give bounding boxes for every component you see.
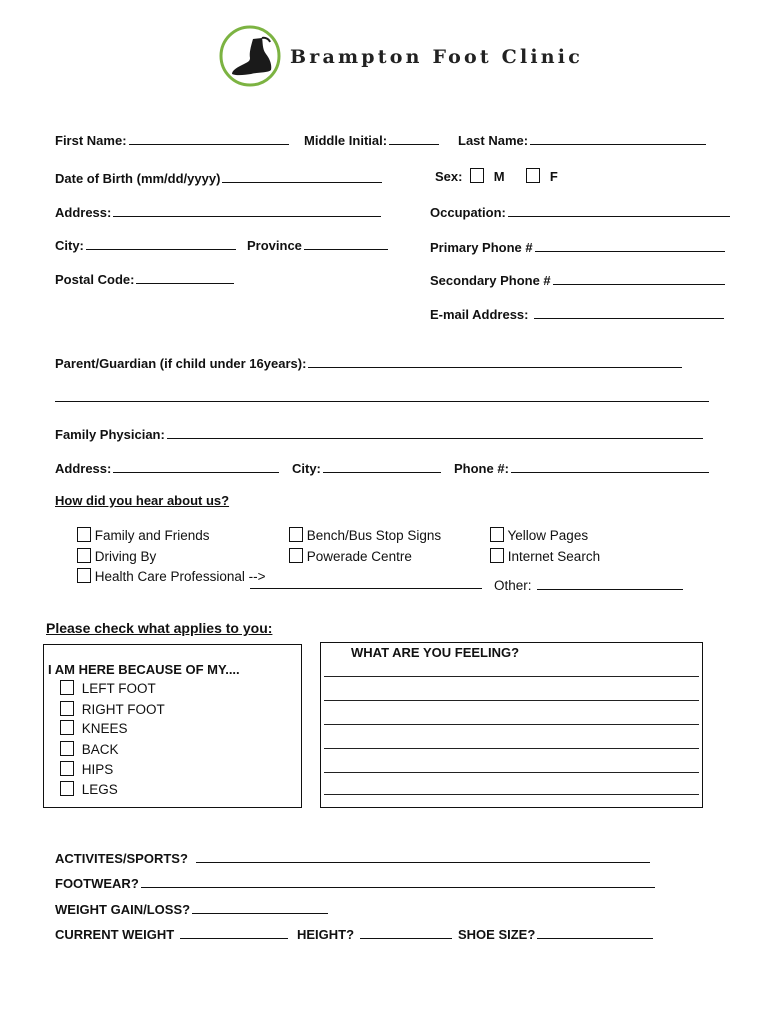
province-field[interactable] [247,237,388,253]
footwear-line[interactable] [141,875,655,888]
family-physician-label: Family Physician: [55,427,165,442]
checkbox-icon[interactable] [490,527,504,542]
feeling-box [320,642,703,808]
referral-option-label: Driving By [94,549,157,564]
referral-option-health-care[interactable] [77,568,265,584]
body-part-back[interactable] [60,741,119,757]
current-weight-field[interactable] [55,926,288,942]
city-field[interactable] [55,237,236,253]
body-part-label: LEGS [81,782,118,797]
referral-other-line[interactable] [537,577,683,590]
referral-other-field[interactable] [494,577,683,593]
last-name-label: Last Name: [458,133,529,148]
secondary-phone-line[interactable] [553,272,725,285]
address-label: Address: [55,205,112,220]
dob-label: Date of Birth (mm/dd/yyyy) [55,171,221,186]
checkbox-icon[interactable] [60,781,74,796]
activities-label: ACTIVITES/SPORTS? [55,851,188,866]
activities-field[interactable] [55,850,650,866]
middle-initial-line[interactable] [389,132,439,145]
checkbox-icon[interactable] [490,548,504,563]
guardian-line[interactable] [308,355,682,368]
primary-phone-line[interactable] [535,239,725,252]
last-name-field[interactable] [458,132,706,148]
referral-option-label: Powerade Centre [306,549,412,564]
checkbox-icon[interactable] [77,568,91,583]
checkbox-icon[interactable] [60,720,74,735]
checkbox-icon[interactable] [77,548,91,563]
body-part-knees[interactable] [60,720,128,736]
clinic-logo [218,24,282,88]
referral-option-internet[interactable] [490,548,600,564]
height-label: HEIGHT? [297,927,355,942]
physician-city-field[interactable] [292,460,441,476]
body-part-label: BACK [81,742,119,757]
sex-f-label: F [549,169,558,184]
postal-code-field[interactable] [55,271,234,287]
address-line[interactable] [113,204,381,217]
foot-logo-icon [218,24,282,88]
checkbox-icon[interactable] [60,701,74,716]
province-line[interactable] [304,237,388,250]
referral-option-yellow-pages[interactable] [490,527,588,543]
referral-option-label: Bench/Bus Stop Signs [306,528,442,543]
province-label: Province [247,238,302,253]
sex-label: Sex: [435,169,463,184]
body-part-hips[interactable] [60,761,113,777]
shoe-size-field[interactable] [458,926,653,942]
dob-line[interactable] [222,170,382,183]
body-part-right-foot[interactable] [60,701,165,717]
occupation-line[interactable] [508,204,730,217]
middle-initial-field[interactable] [304,132,439,148]
feeling-line[interactable] [324,724,699,725]
checkbox-icon[interactable] [289,548,303,563]
dob-field[interactable] [55,170,382,186]
sex-field [435,168,558,184]
body-part-label: KNEES [81,721,128,736]
physician-city-label: City: [292,461,321,476]
city-label: City: [55,238,84,253]
height-field[interactable] [297,926,452,942]
health-care-line[interactable] [250,588,482,589]
body-part-label: HIPS [81,762,114,777]
guardian-line-2[interactable] [55,401,709,402]
sex-m-checkbox[interactable] [470,168,484,183]
body-part-label: LEFT FOOT [81,681,156,696]
feeling-title: WHAT ARE YOU FEELING? [351,645,520,660]
secondary-phone-field[interactable] [430,272,725,288]
applies-heading: Please check what applies to you: [46,620,273,636]
referral-option-label: Family and Friends [94,528,210,543]
sex-m-label: M [493,169,505,184]
weight-change-field[interactable] [55,901,328,917]
checkbox-icon[interactable] [60,761,74,776]
body-part-legs[interactable] [60,781,118,797]
physician-city-line[interactable] [323,460,441,473]
activities-line[interactable] [196,850,650,863]
sex-f-checkbox[interactable] [526,168,540,183]
occupation-label: Occupation: [430,205,506,220]
here-because-box [43,644,302,808]
weight-change-line[interactable] [192,901,328,914]
checkbox-icon[interactable] [60,680,74,695]
physician-address-line[interactable] [113,460,279,473]
physician-phone-line[interactable] [511,460,709,473]
feeling-line[interactable] [324,748,699,749]
family-physician-line[interactable] [167,426,703,439]
physician-phone-field[interactable] [454,460,709,476]
primary-phone-label: Primary Phone # [430,240,533,255]
current-weight-line[interactable] [180,926,288,939]
guardian-label: Parent/Guardian (if child under 16years): [55,356,307,371]
checkbox-icon[interactable] [60,741,74,756]
secondary-phone-label: Secondary Phone # [430,273,551,288]
postal-code-line[interactable] [136,271,234,284]
footwear-field[interactable] [55,875,655,891]
clinic-name: Brampton Foot Clinic [290,46,583,68]
occupation-field[interactable] [430,204,730,220]
height-line[interactable] [360,926,452,939]
guardian-field[interactable] [55,355,682,371]
last-name-line[interactable] [530,132,706,145]
referral-option-bench-bus[interactable] [289,527,441,543]
middle-initial-label: Middle Initial: [304,133,388,148]
current-weight-label: CURRENT WEIGHT [55,927,175,942]
primary-phone-field[interactable] [430,239,725,255]
first-name-line[interactable] [129,132,289,145]
physician-address-field[interactable] [55,460,279,476]
body-part-label: RIGHT FOOT [81,702,165,717]
referral-option-label: Yellow Pages [507,528,589,543]
feeling-line[interactable] [324,700,699,701]
body-part-left-foot[interactable] [60,680,156,696]
referral-option-family-friends[interactable] [77,527,210,543]
postal-code-label: Postal Code: [55,272,135,287]
physician-address-label: Address: [55,461,112,476]
weight-change-label: WEIGHT GAIN/LOSS? [55,902,191,917]
checkbox-icon[interactable] [289,527,303,542]
first-name-field[interactable] [55,132,289,148]
referral-option-label: Health Care Professional --> [94,569,266,584]
referral-other-label: Other: [494,578,532,593]
footwear-label: FOOTWEAR? [55,876,139,891]
email-field[interactable] [430,306,724,322]
checkbox-icon[interactable] [77,527,91,542]
address-field[interactable] [55,204,381,220]
feeling-line[interactable] [324,676,699,677]
physician-phone-label: Phone #: [454,461,509,476]
referral-option-powerade[interactable] [289,548,412,564]
referral-question: How did you hear about us? [55,493,230,508]
here-because-title: I AM HERE BECAUSE OF MY.... [48,662,240,677]
shoe-size-label: SHOE SIZE? [458,927,536,942]
family-physician-field[interactable] [55,426,703,442]
feeling-line[interactable] [324,794,699,795]
email-label: E-mail Address: [430,307,529,322]
first-name-label: First Name: [55,133,127,148]
shoe-size-line[interactable] [537,926,653,939]
referral-option-driving-by[interactable] [77,548,156,564]
city-line[interactable] [86,237,236,250]
email-line[interactable] [534,306,724,319]
feeling-line[interactable] [324,772,699,773]
referral-option-label: Internet Search [507,549,601,564]
